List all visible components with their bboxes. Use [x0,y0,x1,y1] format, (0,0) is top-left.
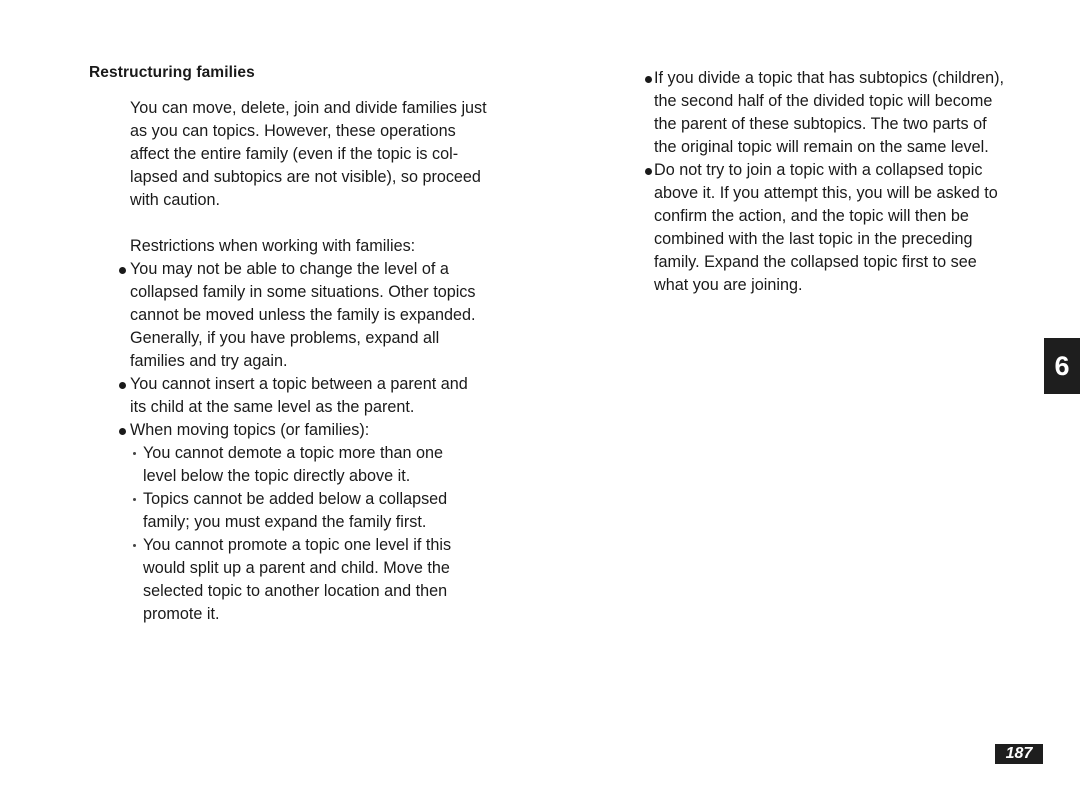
sub-bullet-dot-icon [133,498,136,501]
chapter-tab: 6 [1044,338,1080,394]
bullet-line: the parent of these subtopics. The two parts of [654,115,987,133]
section-heading: Restructuring families [89,64,255,81]
bullet-dot-icon [119,267,126,274]
bullet-line: its child at the same level as the parent. [130,398,415,416]
bullet-item [654,67,1054,159]
bullet-list [121,258,520,626]
page-number: 187 [995,744,1043,764]
bullet-line: Do not try to join a topic with a collapsed topic [654,161,983,179]
left-column [130,97,520,626]
intro-paragraph [130,97,520,212]
bullet-line: confirm the action, and the topic will then be [654,207,969,225]
sub-bullet-line: Topics cannot be added below a collapsed [143,490,448,508]
bullet-item [654,159,1054,297]
bullet-line: above it. If you attempt this, you will be asked to [654,184,998,202]
sub-bullet-line: You cannot promote a topic one level if this [143,536,452,554]
sub-bullet-line: level below the topic directly above it. [143,467,411,485]
bullet-line: Generally, if you have problems, expand all [130,329,440,347]
intro-line: with caution. [130,191,220,209]
intro-line: affect the entire family (even if the topic is col- [130,145,459,163]
intro-line: You can move, delete, join and divide families just [130,99,487,117]
bullet-line: If you divide a topic that has subtopics (children), [654,69,1005,87]
bullet-line: what you are joining. [654,276,803,294]
sub-bullet-line: family; you must expand the family first. [143,513,427,531]
sub-bullet-line: promote it. [143,605,220,623]
sub-bullet-line: selected topic to another location and then [143,582,448,600]
bullet-line: combined with the last topic in the preceding [654,230,973,248]
bullet-line: collapsed family in some situations. Other topics [130,283,476,301]
bullet-line: the original topic will remain on the same level. [654,138,989,156]
paragraph-spacer [130,212,520,235]
bullet-line: cannot be moved unless the family is expanded. [130,306,476,324]
bullet-line: family. Expand the collapsed topic first to see [654,253,977,271]
bullet-dot-icon [119,428,126,435]
sub-bullet-item [121,534,520,626]
bullet-dot-icon [645,76,652,83]
bullet-line: When moving topics (or families): [130,421,370,439]
sub-bullet-line: You cannot demote a topic more than one [143,444,443,462]
bullet-item [121,373,520,419]
restrictions-lead: Restrictions when working with families: [130,237,416,255]
sub-bullet-line: would split up a parent and child. Move the [143,559,450,577]
bullet-line: You cannot insert a topic between a parent and [130,375,468,393]
bullet-line: the second half of the divided topic will become [654,92,993,110]
intro-line: lapsed and subtopics are not visible), so proceed [130,168,481,186]
sub-bullet-dot-icon [133,544,136,547]
bullet-item [121,419,520,442]
intro-line: as you can topics. However, these operations [130,122,456,140]
bullet-dot-icon [119,382,126,389]
right-column [654,67,1054,297]
bullet-line: families and try again. [130,352,288,370]
sub-bullet-item [121,442,520,488]
bullet-dot-icon [645,168,652,175]
bullet-item [121,258,520,373]
bullet-line: You may not be able to change the level of a [130,260,449,278]
sub-bullet-dot-icon [133,452,136,455]
sub-bullet-item [121,488,520,534]
